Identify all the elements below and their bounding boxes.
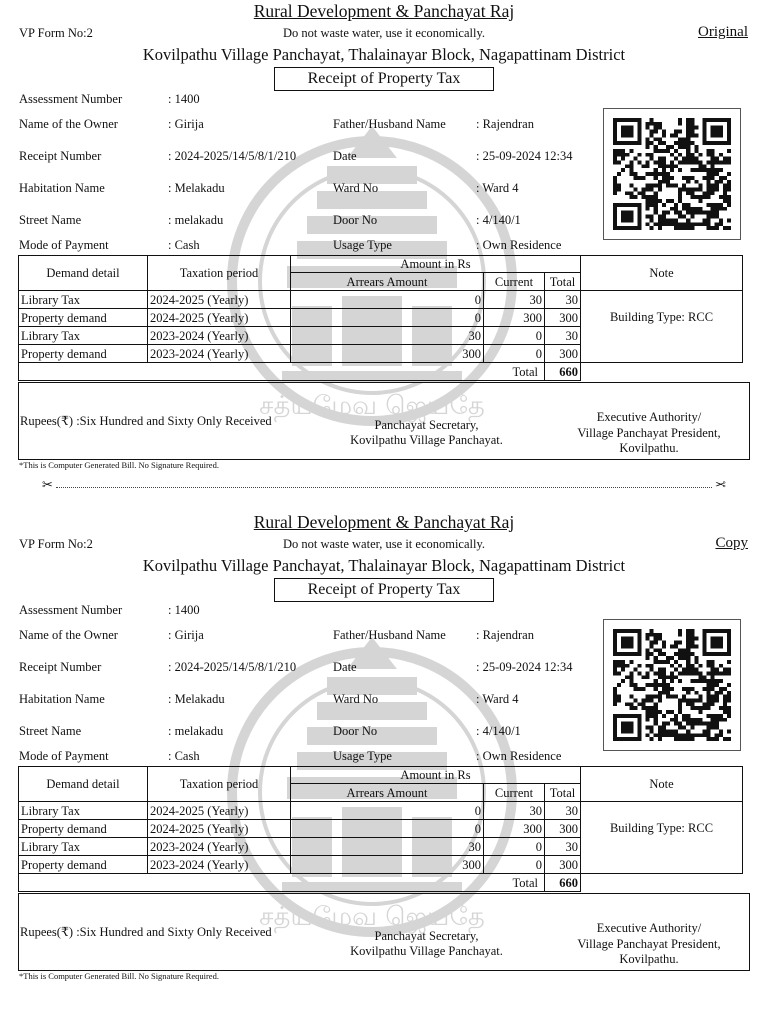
row-demand: Library Tax — [19, 838, 148, 856]
owner-value: : Girija — [168, 117, 204, 131]
department-title: Rural Development & Panchayat Raj — [253, 1, 515, 21]
row-current: 300 — [484, 309, 545, 327]
row-period: 2023-2024 (Yearly) — [148, 327, 291, 345]
authority-line3: Kovilpathu. — [619, 441, 679, 455]
row-current: 30 — [484, 802, 545, 820]
row-current: 30 — [484, 291, 545, 309]
building-type-note — [581, 291, 743, 363]
payment-mode-label: Mode of Payment — [19, 238, 109, 252]
row-demand: Library Tax — [19, 802, 148, 820]
form-number: VP Form No:2 — [19, 26, 93, 40]
ward-value: : Ward 4 — [476, 181, 519, 195]
header-amount: Amount in Rs — [291, 767, 581, 784]
father-label: Father/Husband Name — [333, 628, 446, 642]
header-demand: Demand detail — [19, 256, 148, 291]
row-arrears: 30 — [291, 838, 484, 856]
secretary-line1: Panchayat Secretary, — [374, 929, 479, 943]
row-total: 30 — [545, 838, 581, 856]
payment-mode-value: : Cash — [168, 749, 200, 763]
row-arrears: 300 — [291, 856, 484, 874]
receipt — [0, 0, 768, 470]
note-text: Building Type: RCC — [609, 309, 714, 324]
habitation-value: : Melakadu — [168, 181, 225, 195]
usage-value: : Own Residence — [476, 749, 562, 763]
usage-label: Usage Type — [333, 749, 392, 763]
door-value: : 4/140/1 — [476, 724, 521, 738]
authority-line2: Village Panchayat President, — [577, 937, 721, 951]
row-total: 30 — [545, 327, 581, 345]
secretary-line2: Kovilpathu Village Panchayat. — [350, 433, 503, 447]
ward-label: Ward No — [333, 181, 379, 195]
dotted-cut-line — [56, 487, 712, 488]
header-amount: Amount in Rs — [291, 256, 581, 273]
row-arrears: 0 — [291, 820, 484, 838]
row-current: 0 — [484, 327, 545, 345]
receipt-number-value: : 2024-2025/14/5/8/1/210 — [168, 660, 297, 674]
total-row-spacer — [581, 874, 743, 892]
secretary-line1: Panchayat Secretary, — [374, 418, 479, 432]
header-arrears: Arrears Amount — [291, 273, 484, 291]
row-total: 30 — [545, 291, 581, 309]
header-note: Note — [581, 256, 743, 291]
emblem-motto: சத்யமேவ ஜெயதே — [259, 391, 485, 421]
row-total: 300 — [545, 856, 581, 874]
authority-line3: Kovilpathu. — [619, 952, 679, 966]
receipt-number-label: Receipt Number — [19, 660, 102, 674]
receipt-title: Receipt of Property Tax — [274, 67, 494, 91]
father-label: Father/Husband Name — [333, 117, 446, 131]
qr-code — [603, 619, 741, 751]
door-label: Door No — [333, 724, 378, 738]
row-period: 2023-2024 (Yearly) — [148, 856, 291, 874]
assessment-number-label: Assessment Number — [19, 603, 123, 617]
motto: Do not waste water, use it economically. — [282, 537, 486, 551]
row-period: 2024-2025 (Yearly) — [148, 820, 291, 838]
row-current: 300 — [484, 820, 545, 838]
receipt-title: Receipt of Property Tax — [274, 578, 494, 602]
header-total: Total — [545, 784, 581, 802]
usage-label: Usage Type — [333, 238, 392, 252]
header-demand: Demand detail — [19, 767, 148, 802]
signature-box — [18, 893, 750, 971]
row-arrears: 0 — [291, 309, 484, 327]
cut-line — [42, 479, 726, 493]
copy-label: Copy — [715, 535, 748, 551]
header-arrears: Arrears Amount — [291, 784, 484, 802]
date-value: : 25-09-2024 12:34 — [476, 149, 573, 163]
door-label: Door No — [333, 213, 378, 227]
copy-label: Original — [698, 24, 748, 40]
emblem-motto: சத்யமேவ ஜெயதே — [259, 902, 485, 932]
ward-value: : Ward 4 — [476, 692, 519, 706]
note-text: Building Type: RCC — [609, 820, 714, 835]
payment-mode-label: Mode of Payment — [19, 749, 109, 763]
total-row — [19, 874, 743, 892]
total-row-spacer — [581, 363, 743, 381]
row-period: 2024-2025 (Yearly) — [148, 291, 291, 309]
scissors-icon: ✂ — [715, 478, 726, 493]
motto: Do not waste water, use it economically. — [282, 26, 486, 40]
village-header: Kovilpathu Village Panchayat, Thalainayar Block, Nagapattinam District — [142, 556, 626, 575]
owner-label: Name of the Owner — [19, 117, 118, 131]
building-type-note — [581, 802, 743, 874]
row-period: 2024-2025 (Yearly) — [148, 802, 291, 820]
village-header: Kovilpathu Village Panchayat, Thalainayar Block, Nagapattinam District — [142, 45, 626, 64]
habitation-label: Habitation Name — [19, 181, 105, 195]
receipt — [0, 511, 768, 981]
amount-in-words: Rupees(₹) :Six Hundred and Sixty Only Received — [20, 414, 272, 428]
habitation-value: : Melakadu — [168, 692, 225, 706]
row-total: 300 — [545, 820, 581, 838]
row-demand: Property demand — [19, 345, 148, 363]
authority-line1: Executive Authority/ — [596, 921, 702, 935]
street-label: Street Name — [19, 213, 82, 227]
usage-value: : Own Residence — [476, 238, 562, 252]
street-value: : melakadu — [168, 213, 224, 227]
table-row — [19, 291, 743, 309]
row-demand: Property demand — [19, 820, 148, 838]
row-total: 300 — [545, 309, 581, 327]
header-note: Note — [581, 767, 743, 802]
row-period: 2023-2024 (Yearly) — [148, 838, 291, 856]
assessment-number-value: : 1400 — [168, 92, 200, 106]
computer-generated-note: *This is Computer Generated Bill. No Signature Required. — [19, 460, 219, 470]
street-value: : melakadu — [168, 724, 224, 738]
row-demand: Property demand — [19, 856, 148, 874]
row-current: 0 — [484, 345, 545, 363]
authority-line2: Village Panchayat President, — [577, 426, 721, 440]
door-value: : 4/140/1 — [476, 213, 521, 227]
row-demand: Library Tax — [19, 291, 148, 309]
tax-demand-table — [18, 766, 743, 892]
grand-total: 660 — [545, 363, 581, 381]
total-label: Total — [19, 363, 545, 381]
row-period: 2024-2025 (Yearly) — [148, 309, 291, 327]
row-demand: Library Tax — [19, 327, 148, 345]
computer-generated-note: *This is Computer Generated Bill. No Signature Required. — [19, 971, 219, 981]
row-total: 300 — [545, 345, 581, 363]
table-row — [19, 802, 743, 820]
date-label: Date — [333, 149, 357, 163]
form-number: VP Form No:2 — [19, 537, 93, 551]
signature-box — [18, 382, 750, 460]
row-arrears: 0 — [291, 291, 484, 309]
assessment-number-value: : 1400 — [168, 603, 200, 617]
header-current: Current — [484, 273, 545, 291]
header-period: Taxation period — [148, 256, 291, 291]
authority-line1: Executive Authority/ — [596, 410, 702, 424]
secretary-line2: Kovilpathu Village Panchayat. — [350, 944, 503, 958]
total-label: Total — [19, 874, 545, 892]
receipt-number-label: Receipt Number — [19, 149, 102, 163]
receipt-number-value: : 2024-2025/14/5/8/1/210 — [168, 149, 297, 163]
owner-value: : Girija — [168, 628, 204, 642]
father-value: : Rajendran — [476, 117, 534, 131]
habitation-label: Habitation Name — [19, 692, 105, 706]
ward-label: Ward No — [333, 692, 379, 706]
payment-mode-value: : Cash — [168, 238, 200, 252]
row-current: 0 — [484, 838, 545, 856]
row-total: 30 — [545, 802, 581, 820]
street-label: Street Name — [19, 724, 82, 738]
scissors-icon: ✂ — [42, 478, 53, 493]
header-current: Current — [484, 784, 545, 802]
tax-demand-table — [18, 255, 743, 381]
row-period: 2023-2024 (Yearly) — [148, 345, 291, 363]
date-label: Date — [333, 660, 357, 674]
row-demand: Property demand — [19, 309, 148, 327]
header-total: Total — [545, 273, 581, 291]
date-value: : 25-09-2024 12:34 — [476, 660, 573, 674]
grand-total: 660 — [545, 874, 581, 892]
row-current: 0 — [484, 856, 545, 874]
amount-in-words: Rupees(₹) :Six Hundred and Sixty Only Received — [20, 925, 272, 939]
father-value: : Rajendran — [476, 628, 534, 642]
row-arrears: 0 — [291, 802, 484, 820]
assessment-number-label: Assessment Number — [19, 92, 123, 106]
owner-label: Name of the Owner — [19, 628, 118, 642]
qr-code — [603, 108, 741, 240]
row-arrears: 300 — [291, 345, 484, 363]
header-period: Taxation period — [148, 767, 291, 802]
department-title: Rural Development & Panchayat Raj — [253, 512, 515, 532]
row-arrears: 30 — [291, 327, 484, 345]
total-row — [19, 363, 743, 381]
